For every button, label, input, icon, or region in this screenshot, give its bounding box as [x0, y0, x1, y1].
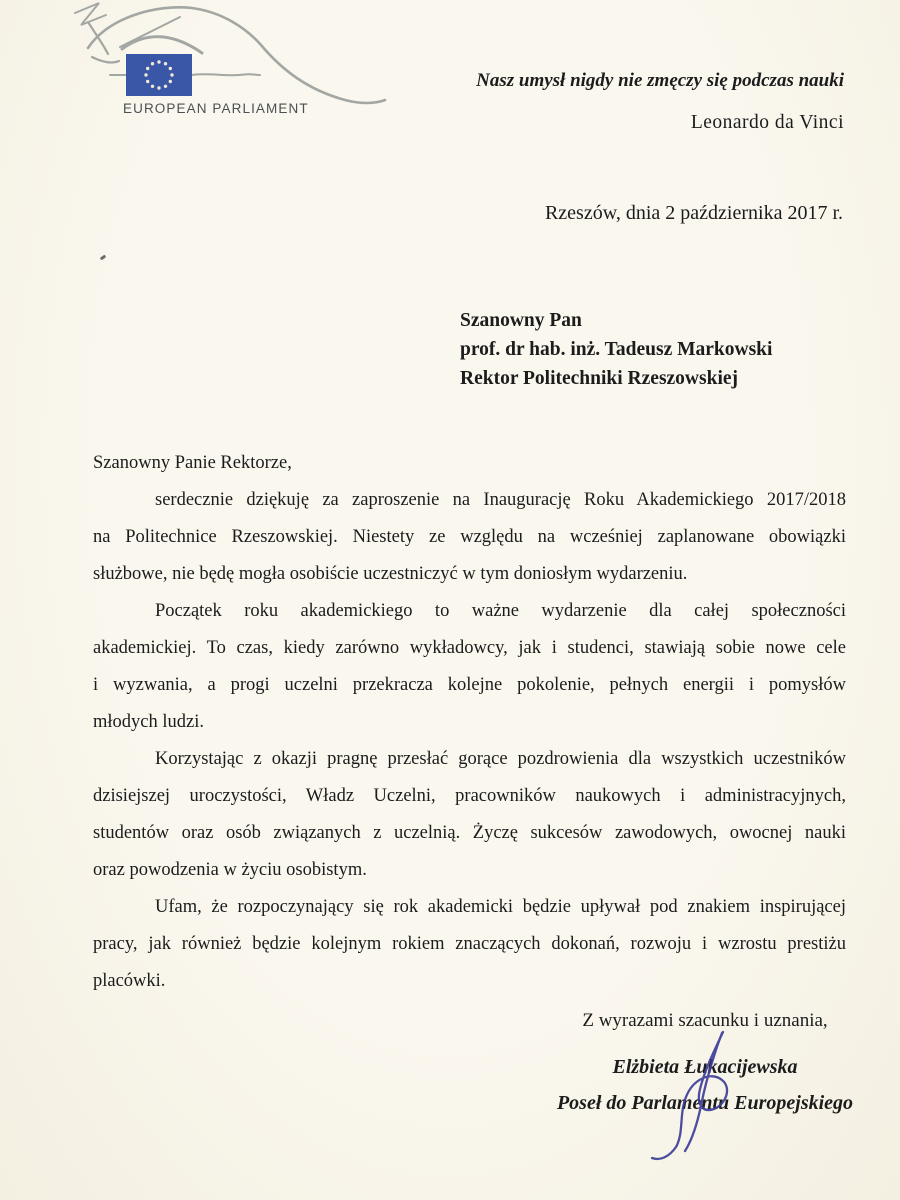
body-line: oraz powodzenia w życiu osobistym.	[93, 860, 367, 880]
recipient-salutation: Szanowny Pan	[460, 310, 582, 331]
body-line: pracy, jak również będzie kolejnym rokiem znaczących dokonań, rozwoju i wzrostu prestiżu	[93, 934, 846, 954]
body-line: placówki.	[93, 971, 166, 991]
body-line: Korzystając z okazji pragnę przesłać gorące pozdrowienia dla wszystkich uczestników	[155, 749, 846, 769]
signer-title: Poseł do Parlamentu Europejskiego	[556, 1092, 854, 1114]
body-line: akademickiej. To czas, kiedy zarówno wykładowcy, jak i studenci, stawiają sobie nowe cele	[93, 638, 846, 658]
paragraph	[93, 889, 846, 1000]
recipient-title: Rektor Politechniki Rzeszowskiej	[460, 368, 739, 389]
paragraph	[93, 741, 846, 889]
valediction: Z wyrazami szacunku i uznania,	[582, 1010, 828, 1031]
recipient-name: prof. dr hab. inż. Tadeusz Markowski	[460, 339, 773, 360]
motto-author: Leonardo da Vinci	[690, 112, 844, 133]
scan-speck	[100, 255, 107, 261]
motto-quote: Nasz umysł nigdy nie zmęczy się podczas nauki	[476, 70, 844, 91]
body-line: serdecznie dziękuję za zaproszenie na Inaugurację Roku Akademickiego 2017/2018	[155, 490, 846, 510]
logo-caption: EUROPEAN PARLIAMENT	[123, 101, 309, 116]
body-line: Ufam, że rozpoczynający się rok akademicki będzie upływał pod znakiem inspirującej	[155, 897, 846, 917]
closing-block	[515, 1010, 895, 1115]
salutation: Szanowny Panie Rektorze,	[93, 453, 292, 473]
body-line: dzisiejszej uroczystości, Władz Uczelni, pracowników naukowych i administracyjnych,	[93, 786, 846, 806]
body-line: młodych ludzi.	[93, 712, 204, 732]
body-line: studentów oraz osób związanych z uczelnią. Życzę sukcesów zawodowych, owocnej nauki	[93, 823, 846, 843]
paragraph	[93, 593, 846, 741]
body-line: i wyzwania, a progi uczelni przekracza kolejne pokolenie, pełnych energii i pomysłów	[93, 675, 846, 695]
signer-name: Elżbieta Łukacijewska	[612, 1056, 798, 1078]
recipient-block	[460, 306, 772, 393]
letter-body	[93, 445, 846, 1000]
paragraph	[93, 482, 846, 593]
body-line: Początek roku akademickiego to ważne wydarzenie dla całej społeczności	[155, 601, 846, 621]
body-line: na Politechnice Rzeszowskiej. Niestety ze względu na wcześniej zaplanowane obowiązki	[93, 527, 846, 547]
european-parliament-logo	[60, 0, 400, 130]
body-line: służbowe, nie będę mogła osobiście uczestniczyć w tym doniosłym wydarzeniu.	[93, 564, 688, 584]
place-and-date: Rzeszów, dnia 2 października 2017 r.	[544, 202, 843, 224]
